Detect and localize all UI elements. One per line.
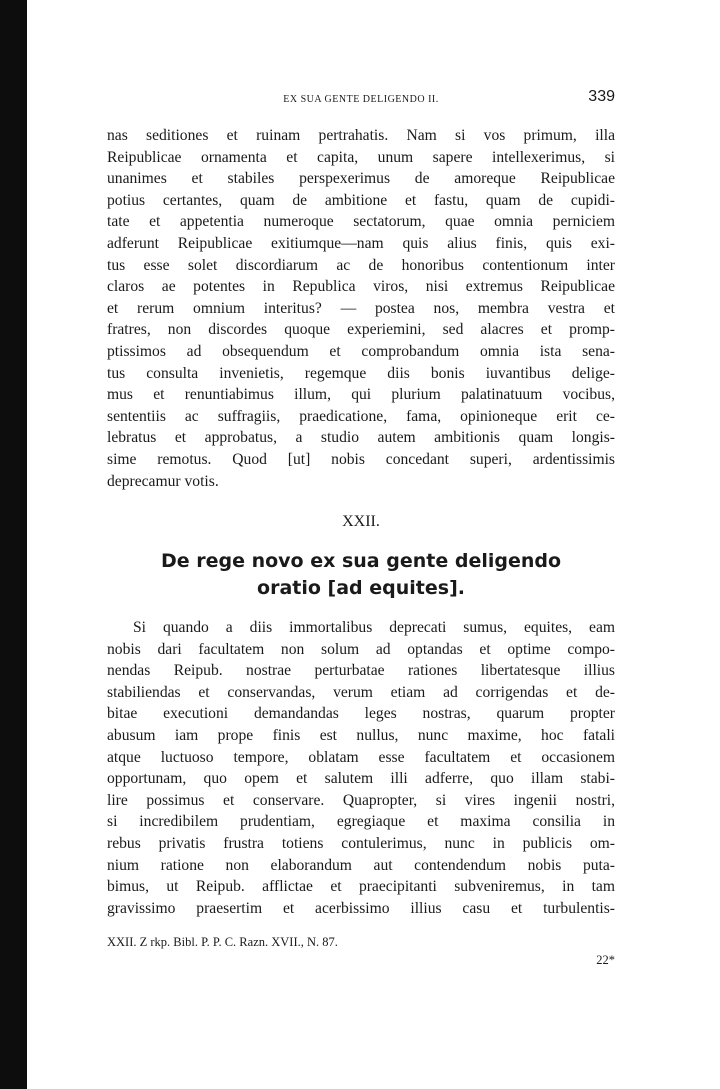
text-line: opportunam, quo opem et salutem illi adferre, quo illam stabi- [107,770,615,788]
text-line: et rerum omnium interitus? — postea nos, membra vestra et [107,299,615,317]
printer-signature: 22* [596,953,615,967]
section-title-line: De rege novo ex sua gente deligendo [160,550,562,572]
text-line: abusum iam prope finis est nullus, nunc maxime, hoc fatali [107,726,615,744]
section-title-line: oratio [ad equites]. [257,577,465,599]
text-line: potius certantes, quam de ambitione et fastu, quam de cupidi- [107,191,615,209]
text-line: nium ratione non elaborandum aut contendendum nobis puta- [107,856,615,874]
paragraph-oratio [107,617,615,919]
text-line: lebratus et approbatus, a studio autem ambitionis quam longis- [107,429,615,447]
text-line: tus esse solet discordiarum ac de honoribus contentionum inter [107,256,615,274]
text-line: atque luctuoso tempore, oblatam esse facultatem et occasionem [107,748,615,766]
text-line: bimus, ut Reipub. afflictae et praecipitanti subveniremus, in tam [107,878,615,896]
text-line: lire possimus et conservare. Quapropter, si vires ingenii nostri, [107,791,615,809]
text-line: Reipublicae ornamenta et capita, unum sapere intellexerimus, si [107,148,615,166]
text-line: adferunt Reipublicae exitiumque—nam quis alius finis, quis exi- [107,234,615,252]
text-line: stabiliendas et conservandas, verum etiam ad corrigendas et de- [107,683,615,701]
text-line: unanimes et stabiles perspexerimus de amoreque Reipublicae [107,170,615,188]
running-head [107,88,615,112]
text-line: fratres, non discordes quoque experiemini, sed alacres et promp- [107,321,615,339]
text-line: mus et renuntiabimus illum, qui plurium palatinatuum vocibus, [107,386,615,404]
text-line: nas seditiones et ruinam pertrahatis. Nam si vos primum, illa [107,127,615,144]
footnote: XXII. Z rkp. Bibl. P. P. C. Razn. XVII., N. 87. [107,935,338,949]
text-line: rebus privatis frustra totiens contulerimus, nunc in publicis om- [107,834,615,852]
page-binding-edge [0,0,27,1089]
text-line: claros ae potentes in Republica viros, nisi extremus Reipublicae [107,278,615,296]
text-line: tus consulta invenietis, regemque diis bonis iuvantibus delige- [107,364,615,382]
text-line: tate et appetentia numeroque sectatorum, quae omnia perniciem [107,213,615,231]
text-line: bitae executioni demandandas leges nostras, quarum propter [107,705,615,723]
text-line: Si quando a diis immortalibus deprecati sumus, equites, eam [133,619,615,636]
running-title: EX SUA GENTE DELIGENDO II. [283,94,439,105]
paragraph-continuation [107,125,615,492]
page-number: 339 [588,88,615,105]
text-line: deprecamur votis. [107,472,219,490]
text-line: nendas Reipub. nostrae perturbatae rationes libertatesque illius [107,662,615,680]
text-line: nobis dari facultatem non solum ad optandas et optime compo- [107,640,615,658]
section-number: XXII. [342,513,380,530]
text-line: ptissimos ad obsequendum et comprobandum omnia ista sena- [107,342,615,360]
text-line: sime remotus. Quod [ut] nobis concedant superi, ardentissimis [107,450,615,468]
text-line: sententiis ac suffragiis, praedicatione, fama, opinioneque erit ce- [107,407,615,425]
text-line: si incredibilem prudentiam, egregiaque et maxima consilia in [107,813,615,831]
section-title [107,548,615,602]
text-line: gravissimo praesertim et acerbissimo illius casu et turbulentis- [107,899,615,917]
